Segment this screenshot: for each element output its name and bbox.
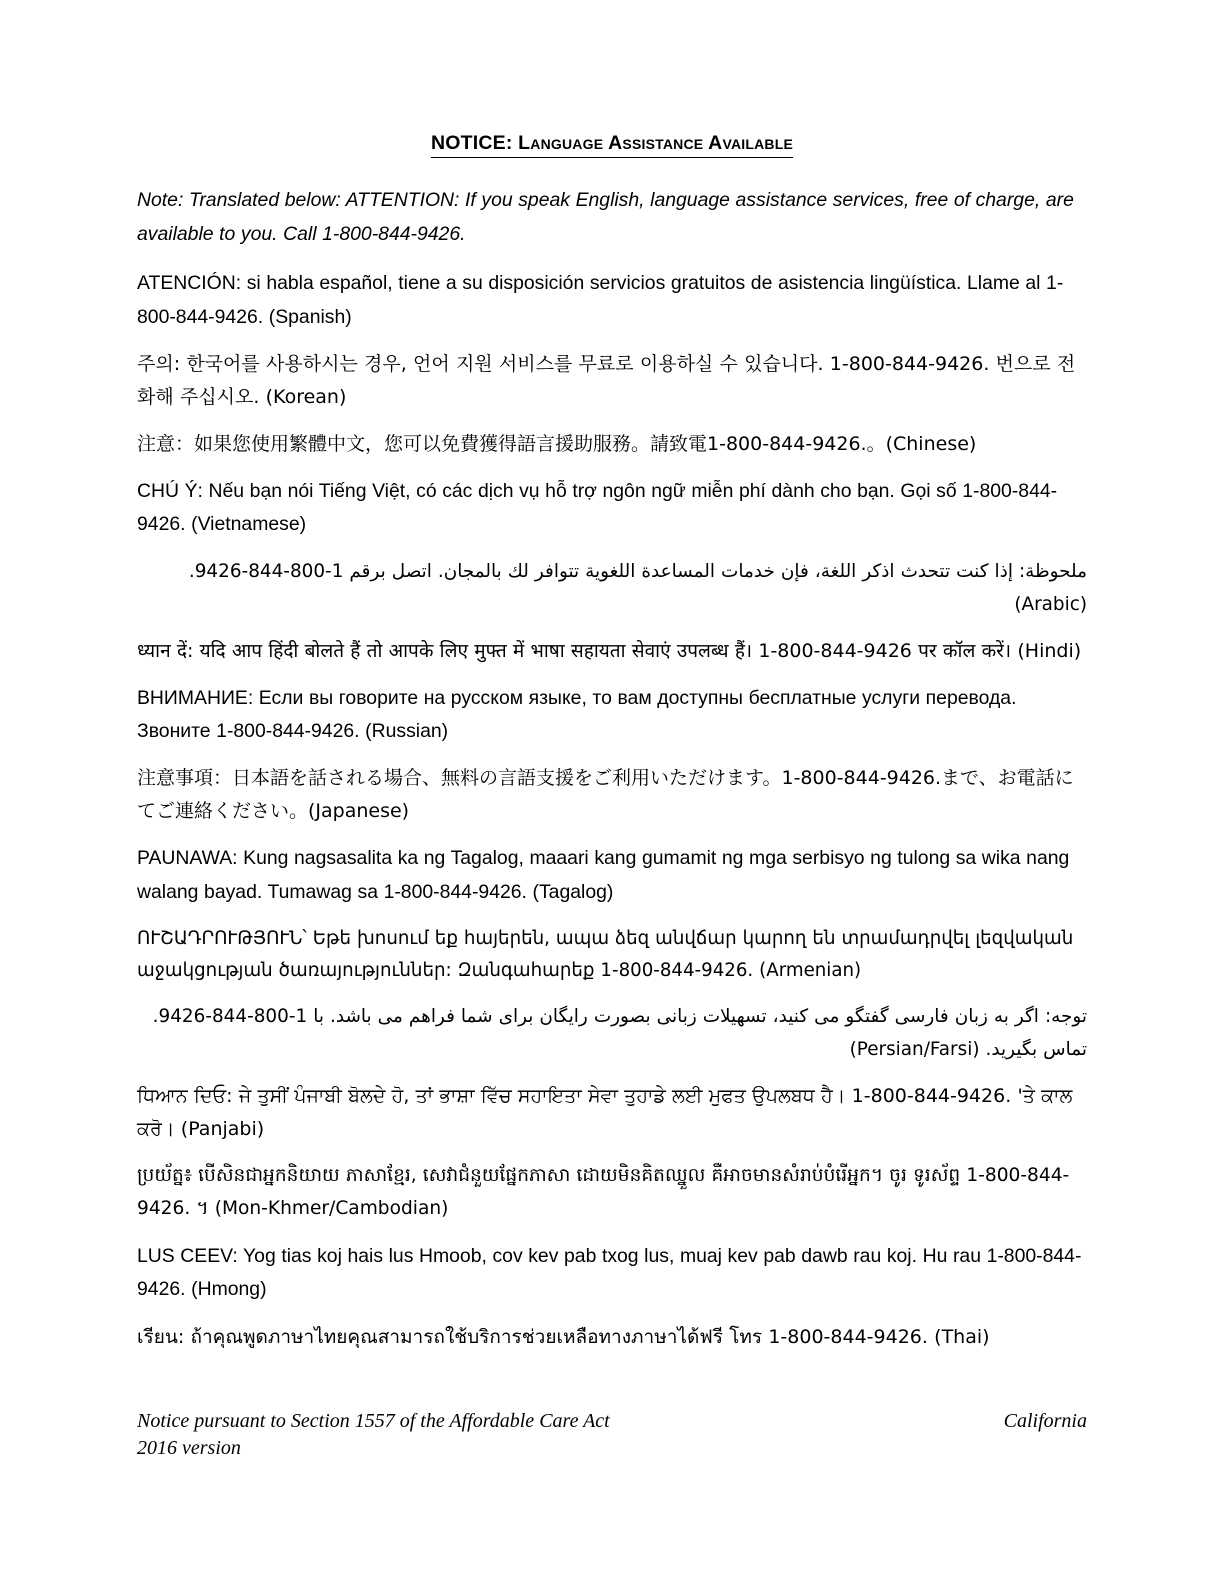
notice-japanese: 注意事項：日本語を話される場合、無料の言語支援をご利用いただけます。1-800-844-9426.まで、お電話にてご連絡ください。(Japanese) [137,767,1074,823]
notice-thai: เรียน: ถ้าคุณพูดภาษาไทยคุณสามารถใช้บริการช่วยเหลือทางภาษาได้ฟรี โทร 1-800-844-9426. (Thai) [137,1325,990,1348]
page-footer [137,1408,1087,1462]
page-title-underlined [431,132,793,158]
page-title [137,132,1087,158]
notice-tagalog: PAUNAWA: Kung nagsasalita ka ng Tagalog, maaari kang gumamit ng mga serbisyo ng tulong sa wika nang walang bayad. Tumawag sa 1-800-844-9426. (Tagalog) [137,847,1070,903]
notice-hmong: LUS CEEV: Yog tias koj hais lus Hmoob, cov kev pab txog lus, muaj kev pab dawb rau koj. Hu rau 1-800-844-9426. (Hmong) [137,1244,1082,1301]
footer-state-label: California [1003,1410,1087,1432]
footer-notice-statement: Notice pursuant to Section 1557 of the Affordable Care Act [137,1410,610,1432]
notice-korean: 주의: 한국어를 사용하시는 경우, 언어 지원 서비스를 무료로 이용하실 수 있습니다. 1-800-844-9426. 번으로 전화해 주십시오. (Korean) [137,352,1076,408]
notice-vietnamese: CHÚ Ý: Nếu bạn nói Tiếng Việt, có các dịch vụ hỗ trợ ngôn ngữ miễn phí dành cho bạn. Gọi số 1-800-844-9426. (Vietnamese) [137,480,1058,536]
notice-khmer-cambodian: ប្រយ័ត្ន៖ បើសិនជាអ្នកនិយាយ ភាសាខ្មែរ, សេវាជំនួយផ្នែកភាសា ដោយមិនគិតឈ្នួល គឺអាចមានសំរាប់បំរើអ្នក។ ចូរ ទូរស័ព្ទ 1-800-844-9426. ។ (Mon-Khmer/Cambodian) [137,1164,1070,1220]
notice-russian: ВНИМАНИЕ: Если вы говорите на русском языке, то вам доступны бесплатные услуги перевода. Звоните 1-800-844-9426. (Russian) [137,686,1017,742]
notice-spanish: ATENCIÓN: si habla español, tiene a su disposición servicios gratuitos de asistencia lingüística. Llame al 1-800-844-9426. (Spanish) [137,272,1064,328]
page-title-prefix: NOTICE: [430,132,513,154]
notice-armenian: ՈՒՇԱԴՐՈՒԹՅՈՒՆ՝ Եթե խոսում եք հայերեն, ապա ձեզ անվճար կարող են տրամադրվել լեզվական աջակցության ծառայություններ: Զանգահարեք 1-800-844-9426. (Armenian) [137,928,1074,982]
footer-top-row [137,1408,1087,1435]
notice-hindi: ध्यान दें: यदि आप हिंदी बोलते हैं तो आपके लिए मुफ्त में भाषा सहायता सेवाएं उपलब्ध हैं। 1-800-844-9426 पर कॉल करें। (Hindi) [137,640,1082,663]
notice-persian-farsi: توجه: اگر به زبان فارسی گفتگو می کنید، تسهیلات زبانی بصورت رایگان برای شما فراهم می باشد. با 1-800-844-9426. تماس بگیرید. (Persian/Farsi) [152,1005,1087,1060]
footer-version: 2016 version [137,1437,241,1459]
notice-panjabi: ਧਿਆਨ ਦਿਓ: ਜੇ ਤੁਸੀਂ ਪੰਜਾਬੀ ਬੋਲਦੇ ਹੋ, ਤਾਂ ਭਾਸ਼ਾ ਵਿੱਚ ਸਹਾਇਤਾ ਸੇਵਾ ਤੁਹਾਡੇ ਲਈ ਮੁਫਤ ਉਪਲਬਧ ਹੈ। 1-800-844-9426. 'ਤੇ ਕਾਲ ਕਰੋ। (Panjabi) [137,1085,1073,1140]
page-title-rest [513,132,794,154]
notice-arabic: ملحوظة: إذا كنت تتحدث اذكر اللغة، فإن خدمات المساعدة اللغوية تتوافر لك بالمجان. اتصل برقم 1-800-844-9426. (Arabic) [188,560,1087,615]
notice-chinese: 注意：如果您使用繁體中文，您可以免費獲得語言援助服務。請致電1-800-844-9426.。(Chinese) [137,432,977,455]
intro-note: Note: Translated below: ATTENTION: If you speak English, language assistance services, free of charge, are available to you. Call 1-800-844-9426. [137,189,1074,245]
page-title-rest-text: Language Assistance Available [518,132,794,154]
